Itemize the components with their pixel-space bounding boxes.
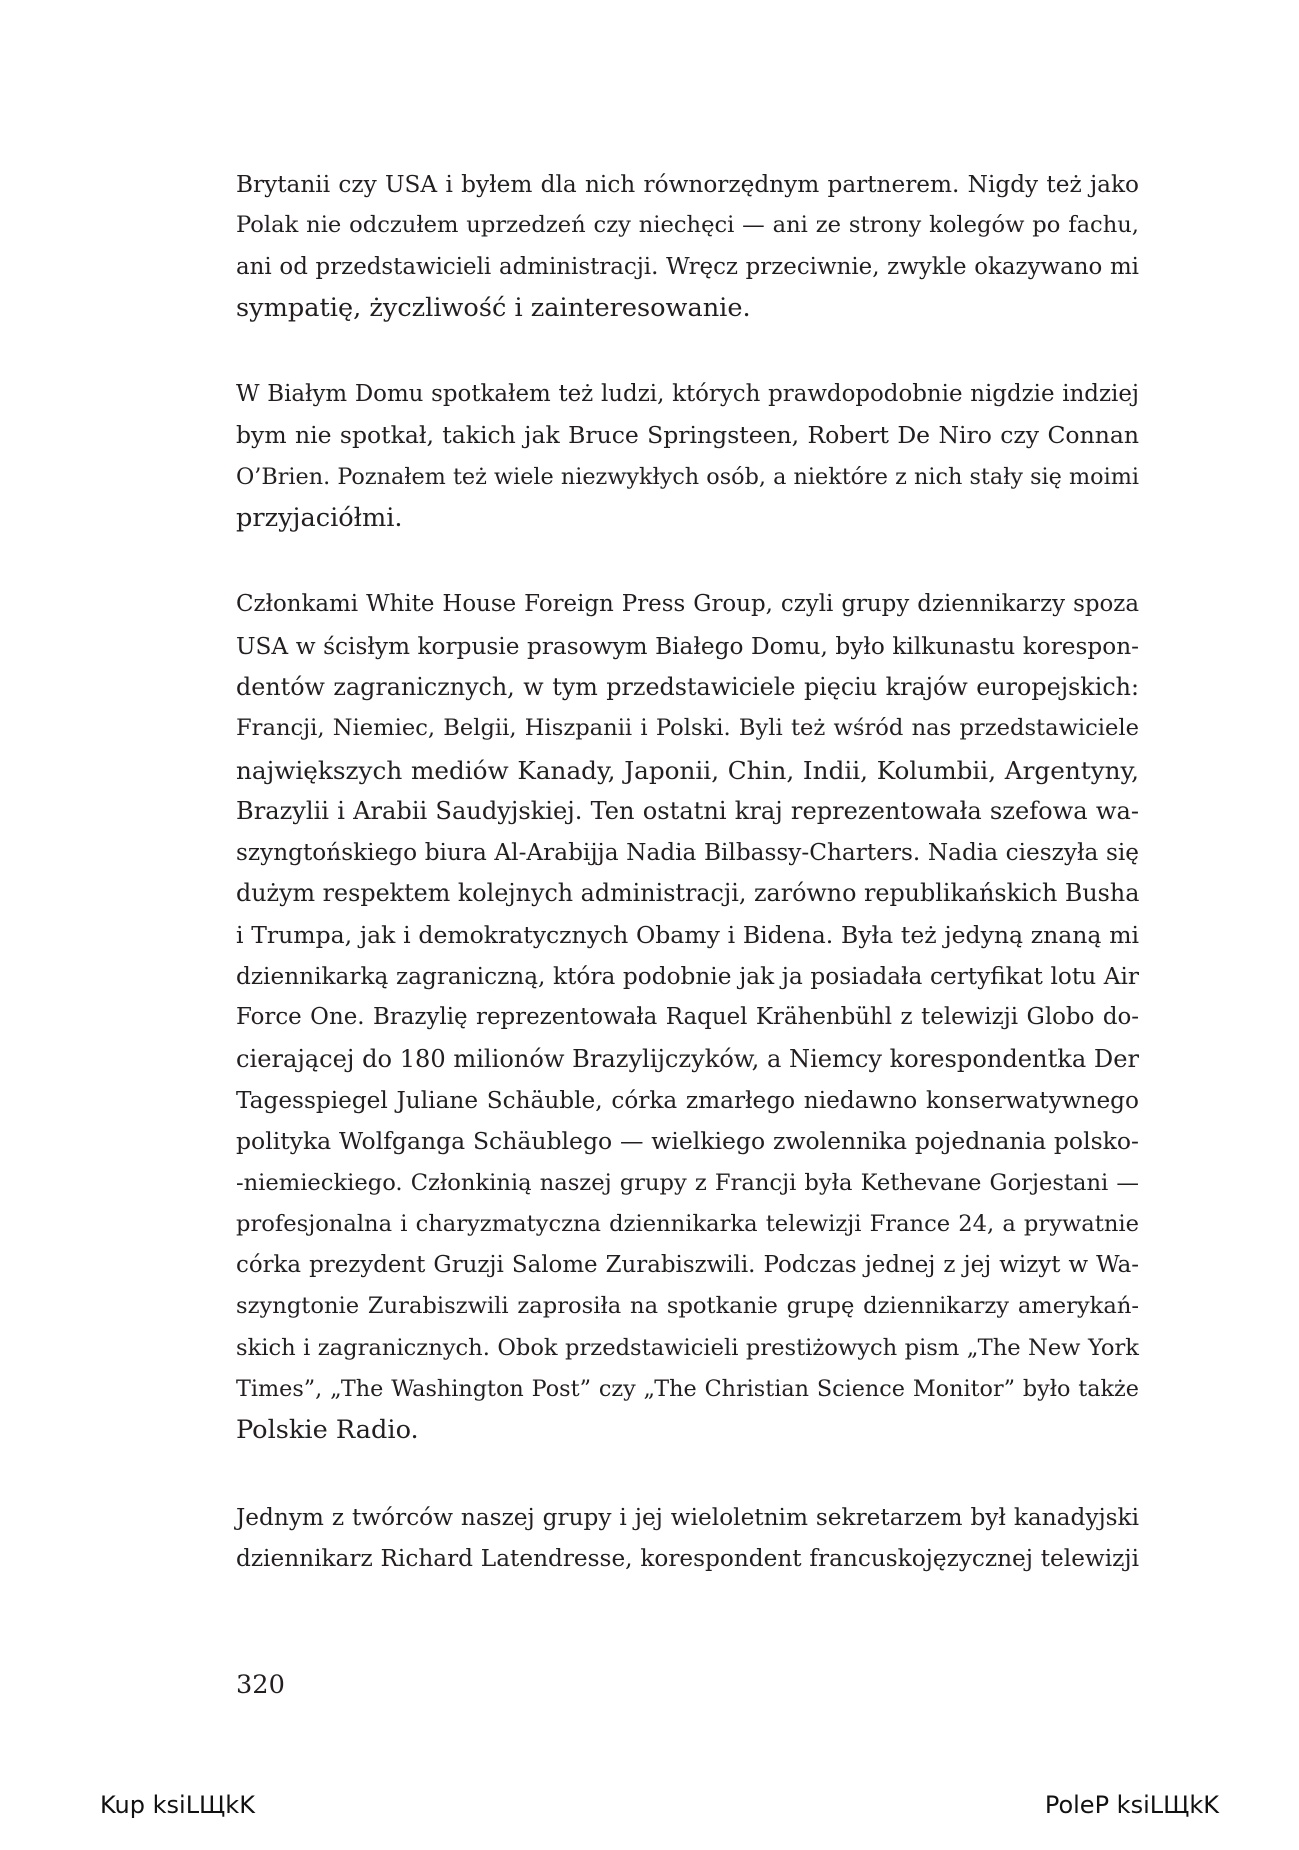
text-line: Jednym z twórców naszej grupy i jej wieloletnim sekretarzem był kanadyjski <box>236 1503 1139 1531</box>
text-line: Force One. Brazylię reprezentowała Raquel Krähenbühl z telewizji Globo do- <box>236 1004 1139 1031</box>
text-line: Times”, „The Washington Post” czy „The Christian Science Monitor” było także <box>236 1376 1139 1403</box>
text-line: Członkami White House Foreign Press Group, czyli grupy dziennikarzy spoza <box>236 591 1139 618</box>
text-line: i Trumpa, jak i demokratycznych Obamy i Bidena. Była też jedyną znaną mi <box>236 920 1139 949</box>
text-line: przyjaciółmi. <box>236 503 403 534</box>
paragraph-3 <box>236 584 1139 1451</box>
page-number: 320 <box>236 1670 285 1700</box>
text-line: Polak nie odczułem uprzedzeń czy niechęci — ani ze strony kolegów po fachu, <box>236 212 1139 239</box>
text-line: bym nie spotkał, takich jak Bruce Springsteen, Robert De Niro czy Connan <box>236 421 1139 450</box>
text-line: dziennikarką zagraniczną, która podobnie jak ja posiadała certyfikat lotu Air <box>236 963 1139 991</box>
text-line: dentów zagranicznych, w tym przedstawiciele pięciu krajów europejskich: <box>236 672 1139 701</box>
text-line: -niemieckiego. Członkinią naszej grupy z Francji była Kethevane Gorjestani — <box>236 1169 1139 1196</box>
text-line: Polskie Radio. <box>236 1415 419 1446</box>
paragraph-1 <box>236 164 1139 329</box>
text-line: cierającej do 180 milionów Brazylijczyków, a Niemcy korespondentka Der <box>236 1044 1139 1073</box>
text-line: W Białym Domu spotkałem też ludzi, których prawdopodobnie nigdzie indziej <box>236 381 1139 408</box>
text-line: ani od przedstawicieli administracji. Wręcz przeciwnie, zwykle okazywano mi <box>236 253 1139 280</box>
paragraph-4 <box>236 1497 1139 1580</box>
text-line: szyngtonie Zurabiszwili zaprosiła na spotkanie grupę dziennikarzy amerykań- <box>236 1293 1139 1320</box>
text-line: sympatię, życzliwość i zainteresowanie. <box>236 292 751 323</box>
text-line: Francji, Niemiec, Belgii, Hiszpanii i Polski. Byli też wśród nas przedstawiciele <box>236 715 1139 742</box>
text-line: Tagesspiegel Juliane Schäuble, córka zmarłego niedawno konserwatywnego <box>236 1086 1139 1114</box>
text-line: szyngtońskiego biura Al-Arabijja Nadia Bilbassy-Charters. Nadia cieszyła się <box>236 839 1139 867</box>
footer-recommend-link[interactable]: PoleP ksiLЩkK <box>1044 1791 1219 1819</box>
text-line: dziennikarz Richard Latendresse, korespondent francuskojęzycznej telewizji <box>236 1544 1139 1572</box>
body-text <box>236 164 1139 1624</box>
text-line: polityka Wolfganga Schäublego — wielkiego zwolennika pojednania polsko- <box>236 1127 1139 1156</box>
paragraph-2 <box>236 374 1139 539</box>
text-line: O’Brien. Poznałem też wiele niezwykłych osób, a niektóre z nich stały się moimi <box>236 463 1139 490</box>
text-line: skich i zagranicznych. Obok przedstawicieli prestiżowych pism „The New York <box>236 1334 1139 1361</box>
text-line: córka prezydent Gruzji Salome Zurabiszwili. Podczas jednej z jej wizyt w Wa- <box>236 1252 1139 1279</box>
text-line: USA w ścisłym korpusie prasowym Białego Domu, było kilkunastu korespon- <box>236 632 1139 660</box>
text-line: profesjonalna i charyzmatyczna dziennikarka telewizji France 24, a prywatnie <box>236 1210 1139 1237</box>
text-line: największych mediów Kanady, Japonii, Chin, Indii, Kolumbii, Argentyny, <box>236 755 1139 785</box>
footer-buy-link[interactable]: Kup ksiLЩkK <box>100 1791 255 1819</box>
text-line: Brazylii i Arabii Saudyjskiej. Ten ostatni kraj reprezentowała szefowa wa- <box>236 796 1139 825</box>
text-line: dużym respektem kolejnych administracji, zarówno republikańskich Busha <box>236 879 1140 908</box>
text-line: Brytanii czy USA i byłem dla nich równorzędnym partnerem. Nigdy też jako <box>236 171 1139 198</box>
